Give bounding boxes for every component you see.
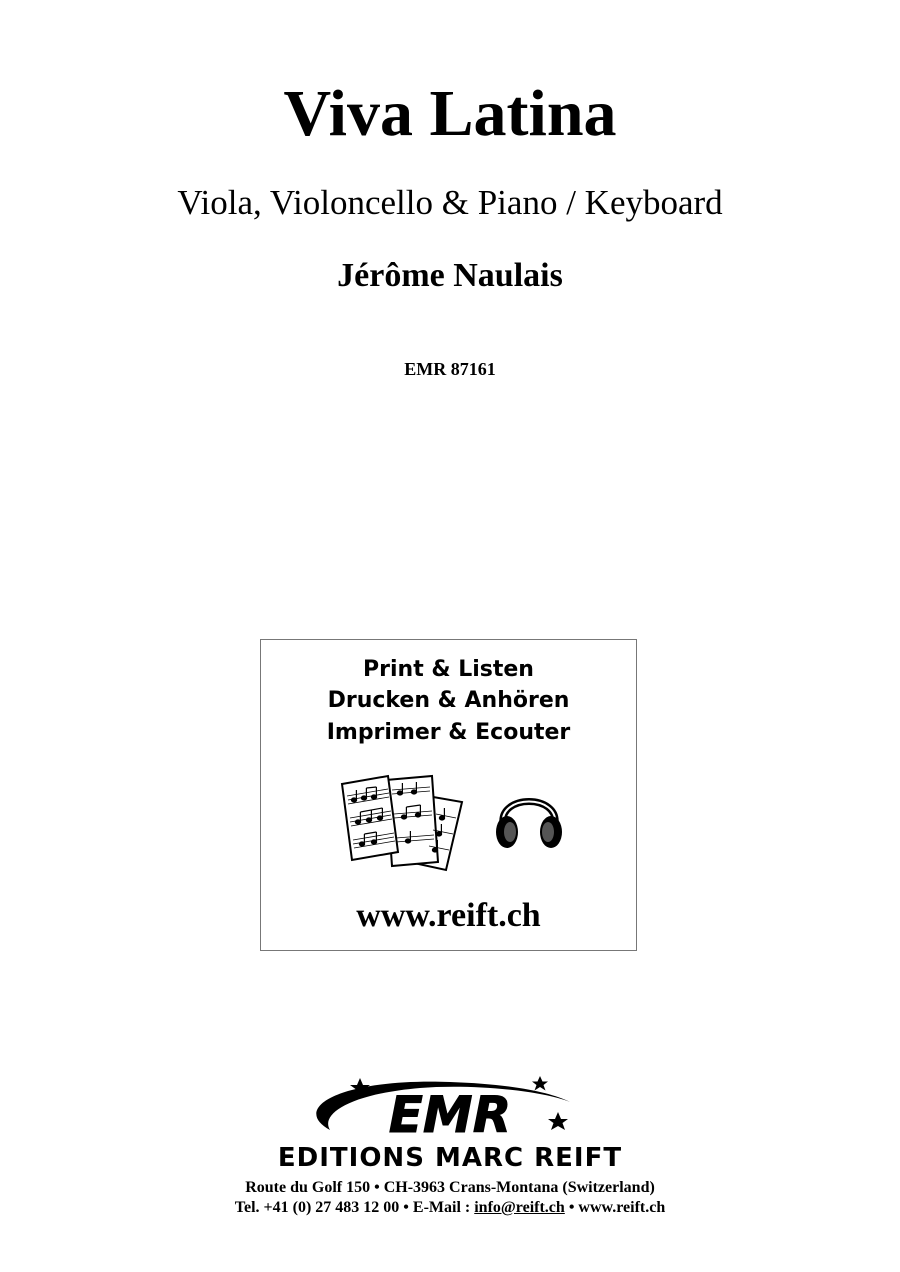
website-url[interactable]: www.reift.ch: [356, 897, 541, 934]
separator: •: [403, 1199, 409, 1216]
promo-line-german: Drucken & Anhören: [327, 688, 570, 713]
publisher-phone: Tel. +41 (0) 27 483 12 00: [234, 1199, 400, 1216]
promo-line-english: Print & Listen: [363, 657, 534, 682]
email-link[interactable]: info@reift.ch: [474, 1199, 565, 1216]
website-link[interactable]: www.reift.ch: [578, 1199, 666, 1216]
headphones-icon: [493, 780, 565, 854]
catalog-number: EMR 87161: [404, 359, 496, 379]
separator: •: [568, 1199, 575, 1216]
email-label: E-Mail :: [412, 1199, 471, 1216]
emr-logo: [300, 1074, 585, 1146]
promo-line-french: Imprimer & Ecouter: [326, 720, 571, 745]
sheet-music-icon: [338, 772, 470, 872]
publisher-address: Route du Golf 150 • CH-3963 Crans-Montana (Switzerland): [245, 1179, 655, 1196]
publisher-name: EDITIONS MARC REIFT: [277, 1143, 623, 1173]
piece-title: Viva Latina: [283, 77, 617, 150]
emr-logo-text: EMR: [388, 1086, 512, 1144]
print-listen-box: [260, 639, 637, 951]
publisher-contact: [0, 1198, 900, 1218]
composer-name: Jérôme Naulais: [337, 257, 563, 294]
instrumentation: Viola, Violoncello & Piano / Keyboard: [177, 183, 723, 222]
